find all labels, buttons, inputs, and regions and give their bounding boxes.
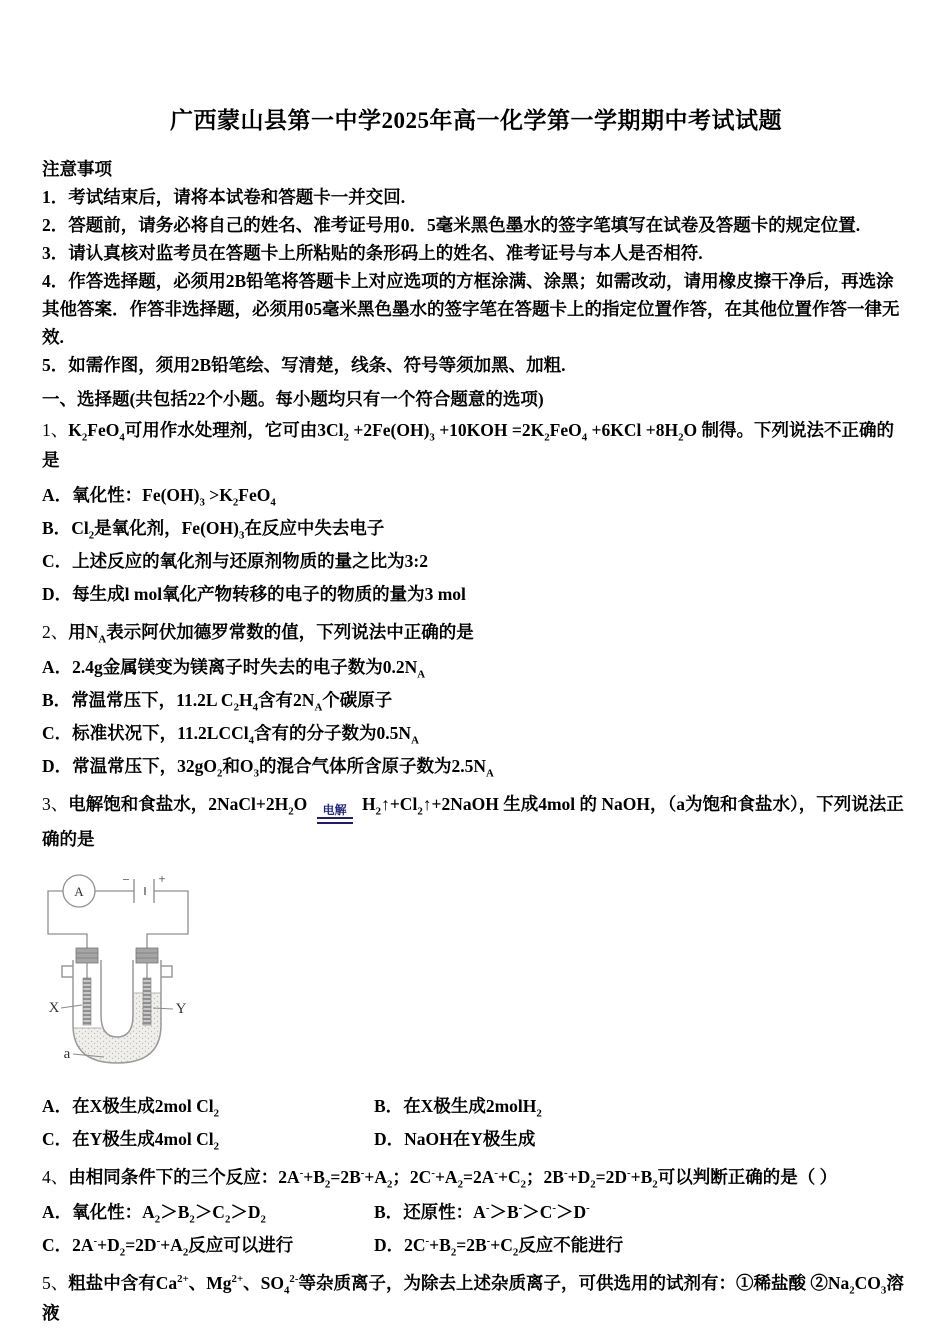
question-4-stem bbox=[42, 1162, 910, 1192]
question-1-stem bbox=[42, 415, 910, 475]
page-title: 广西蒙山县第一中学2025年高一化学第一学期期中考试试题 bbox=[170, 108, 782, 133]
electrode-x-label: X bbox=[48, 1000, 60, 1016]
question-3-options bbox=[42, 1086, 910, 1152]
electrode-y bbox=[143, 978, 151, 1025]
option-text: 2.4g金属镁变为镁离子时失去的电子数为$0.2N_A$ bbox=[72, 657, 426, 681]
question-2-option-a bbox=[42, 655, 910, 680]
question-2-option-c bbox=[42, 721, 910, 746]
question-3-option-c bbox=[42, 1127, 374, 1152]
notice-item-2: 2．答题前，请务必将自己的姓名、准考证号用0．5毫米黑色墨水的签字笔填写在试卷及答题卡的规定位置. bbox=[42, 215, 861, 235]
question-3-option-d bbox=[374, 1127, 910, 1152]
option-text: 在X极生成2molH$_2$ bbox=[403, 1096, 542, 1120]
question-2-number: 2、 bbox=[42, 622, 69, 642]
option-label: D． bbox=[374, 1235, 405, 1255]
question-2-stem-text: 用$N_A$表示阿伏加德罗常数的值，下列说法中正确的是 bbox=[68, 622, 474, 646]
question-1-option-b bbox=[42, 516, 910, 541]
option-label: A． bbox=[42, 1202, 73, 1222]
option-text: NaOH在Y极生成 bbox=[404, 1129, 536, 1149]
option-label: D． bbox=[374, 1129, 405, 1149]
question-1-option-c bbox=[42, 549, 910, 574]
option-text: 常温常压下，$32gO_2$和$O_3$的混合气体所含原子数为$2.5N_A$ bbox=[72, 756, 494, 780]
question-4-stem-text: 由相同条件下的三个反应：$2A^-+B_2=2B^-+A_2$；$2C^-+A_2=2A^-+C_2$；$2B^-+D_2=2D^-+B_2$可以判断正确的是（ ） bbox=[68, 1167, 838, 1191]
question-2-option-d bbox=[42, 754, 910, 779]
option-text: 还原性：A-＞B-＞C-＞D- bbox=[403, 1202, 590, 1222]
question-1-stem-text: $K_2FeO_4$可用作水处理剂，它可由$3Cl_2 +2Fe(OH)_3 +10KOH =2K_2FeO_4 +6KCl +8H_2O$ 制得。下列说法不正确的是 bbox=[42, 420, 894, 470]
option-text: 氧化性：$A_2>B_2>C_2>D_2$ bbox=[72, 1202, 266, 1226]
notice-item-1: 1．考试结束后，请将本试卷和答题卡一并交回. bbox=[42, 187, 406, 207]
option-label: B． bbox=[374, 1202, 404, 1222]
question-5-number: 5、 bbox=[42, 1273, 69, 1293]
option-text: 常温常压下，11.2L $C_2H_4$含有$2N_A$个碳原子 bbox=[71, 690, 393, 714]
option-text: 标准状况下，11.2LCCl$_4$含有的分子数为$0.5N_A$ bbox=[72, 723, 419, 747]
option-label: B． bbox=[374, 1096, 404, 1116]
question-3-stem bbox=[42, 789, 910, 854]
question-5-stem bbox=[42, 1268, 910, 1328]
option-text: $Cl_2$是氧化剂，$Fe(OH)_3$在反应中失去电子 bbox=[71, 518, 385, 542]
option-text: $2C^-+B_2=2B^-+C_2$反应不能进行 bbox=[404, 1235, 624, 1259]
option-label: C． bbox=[42, 551, 73, 571]
question-3-option-a bbox=[42, 1094, 374, 1119]
electrolysis-diagram bbox=[42, 860, 910, 1086]
option-text: 每生成l mol氧化产物转移的电子的物质的量为3 mol bbox=[72, 584, 466, 604]
question-4-option-a bbox=[42, 1200, 374, 1225]
notice-header: 注意事项 bbox=[42, 159, 112, 179]
question-3-stem-text: 电解饱和食盐水，$2NaCl+2H_2O$ 电解 $H_2↑+Cl_2↑+2NaOH$ 生成4mol 的 NaOH，（a为饱和食盐水），下列说法正确的是 bbox=[42, 794, 904, 849]
question-4-option-d bbox=[374, 1233, 910, 1258]
option-label: B． bbox=[42, 518, 72, 538]
option-label: C． bbox=[42, 1235, 73, 1255]
notice-item-4: 4．作答选择题，必须用2B铅笔将答题卡上对应选项的方框涂满、涂黑；如需改动，请用橡皮擦干净后，再选涂其他答案．作答非选择题，必须用05毫米黑色墨水的签字笔在答题卡上的指定位置作答，在其他位置作答一律无效. bbox=[42, 271, 900, 347]
option-label: C． bbox=[42, 723, 73, 743]
question-2-stem bbox=[42, 617, 910, 647]
question-4 bbox=[42, 1162, 910, 1258]
battery-minus-label: − bbox=[122, 872, 130, 887]
question-3-number: 3、 bbox=[42, 794, 69, 814]
question-5-stem-text: 粗盐中含有$Ca^{2+}$、$Mg^{2+}$、$SO_4^{2-}$等杂质离子，为除去上述杂质离子，可供选用的试剂有：①稀盐酸 $②Na_2CO_3$溶液 bbox=[42, 1273, 904, 1323]
ammeter-icon bbox=[63, 875, 95, 907]
option-label: C． bbox=[42, 1129, 73, 1149]
notice-item-5: 5．如需作图，须用2B铅笔绘、写清楚，线条、符号等须加黑、加粗. bbox=[42, 355, 566, 375]
battery-icon bbox=[122, 871, 165, 903]
option-label: B． bbox=[42, 690, 72, 710]
question-4-options bbox=[42, 1192, 910, 1258]
question-1 bbox=[42, 415, 910, 607]
option-label: A． bbox=[42, 657, 73, 677]
question-5 bbox=[42, 1268, 910, 1328]
notice-item-3: 3．请认真核对监考员在答题卡上所粘贴的条形码上的姓名、准考证号与本人是否相符. bbox=[42, 243, 703, 263]
question-1-option-d bbox=[42, 582, 910, 607]
question-1-option-a bbox=[42, 483, 910, 508]
question-4-number: 4、 bbox=[42, 1167, 69, 1187]
question-3 bbox=[42, 789, 910, 1152]
option-text: $2A^-+D_2=2D^-+A_2$反应可以进行 bbox=[72, 1235, 294, 1259]
question-1-number: 1、 bbox=[42, 420, 69, 440]
battery-plus-label: + bbox=[158, 871, 166, 886]
electrode-y-label: Y bbox=[175, 1001, 187, 1017]
question-2 bbox=[42, 617, 910, 779]
option-text: 在X极生成2mol $Cl_2$ bbox=[72, 1096, 220, 1120]
option-text: 氧化性：$Fe(OH)_3 >K_2FeO_4$ bbox=[72, 485, 276, 509]
stoppers bbox=[76, 948, 158, 963]
electrode-x bbox=[83, 978, 91, 1025]
notice-section bbox=[42, 155, 910, 379]
option-text: 在Y极生成4mol $Cl_2$ bbox=[72, 1129, 220, 1153]
ammeter-label: A bbox=[74, 884, 84, 899]
question-2-option-b bbox=[42, 688, 910, 713]
section-header-choice-questions: 一、选择题(共包括22个小题。每小题均只有一个符合题意的选项) bbox=[42, 389, 544, 409]
question-4-option-c bbox=[42, 1233, 374, 1258]
option-label: A． bbox=[42, 1096, 73, 1116]
option-label: D． bbox=[42, 756, 73, 776]
option-label: A． bbox=[42, 485, 73, 505]
solution-a-label: a bbox=[63, 1046, 71, 1062]
question-4-option-b bbox=[374, 1200, 910, 1225]
option-label: D． bbox=[42, 584, 73, 604]
question-3-option-b bbox=[374, 1094, 910, 1119]
option-text: 上述反应的氧化剂与还原剂物质的量之比为3:2 bbox=[72, 551, 428, 571]
